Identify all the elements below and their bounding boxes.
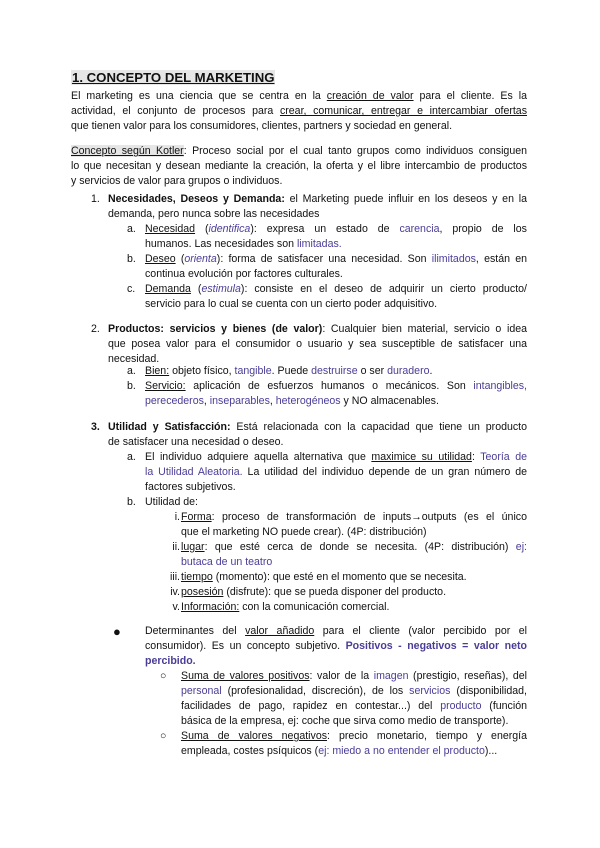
keyword-destruirse: destruirse [311, 365, 358, 377]
item-text: con la comunicación comercial. [239, 601, 390, 613]
kotler-line-2: lo que necesitan y desean mediante la creación, la oferta y el libre intercambio de productos [71, 160, 527, 172]
keyword-inseparables: inseparables [209, 395, 270, 407]
term-demanda: Demanda [145, 283, 191, 295]
term-suma-negativos: Suma de valores negativos [181, 730, 328, 742]
positivos-line-3 [181, 699, 527, 714]
determinantes-line-2 [145, 639, 527, 654]
keyword-limitadas: limitadas. [296, 238, 342, 250]
item-3a-line-2 [145, 465, 527, 480]
circle-bullet-positivos: ○ [160, 670, 167, 682]
item-text: , están en [475, 253, 527, 265]
paren: ( [190, 283, 202, 295]
keyword-butaca: butaca de un teatro [181, 556, 273, 568]
kotler-text: : Proceso social por el cual tanto grupos como individuos consiguen [183, 145, 527, 157]
item-3biii-line [181, 570, 467, 585]
item-2a-marker: a. [127, 365, 136, 377]
item-3biv-line [181, 585, 446, 600]
intro-underline-processes: crear, comunicar, entregar e intercambiar ofertas [279, 105, 527, 117]
keyword-servicios: servicios [409, 685, 451, 697]
item-2a-line-1 [145, 364, 432, 379]
item-1a-marker: a. [127, 223, 136, 235]
term-forma: Forma [181, 511, 212, 523]
item-3bi-line-1 [181, 510, 527, 525]
item-3a-line-3: factores subjetivos. [145, 481, 236, 493]
term-posesion: posesión [181, 586, 224, 598]
item-2b-line-1 [145, 379, 527, 394]
intro-text: para el cliente. Es la [413, 90, 527, 102]
section-1-text: el Marketing puede influir en los deseos y en la [284, 193, 527, 205]
term-lugar: lugar [181, 541, 205, 553]
document-title [71, 70, 275, 87]
term-servicio: Servicio: [145, 380, 186, 392]
item-text: (disponibilidad, [450, 685, 528, 697]
item-3b-marker: b. [127, 496, 136, 508]
keyword-teoria: Teoría de [480, 451, 527, 463]
term-informacion: Información: [181, 601, 240, 613]
term-suma-positivos: Suma de valores positivos [181, 670, 310, 682]
item-text: consumidor). Es un concepto subjetivo. [145, 640, 346, 652]
item-3a-marker: a. [127, 451, 136, 463]
item-3bv-marker: v. [172, 601, 180, 613]
item-text: , [269, 395, 276, 407]
term-necesidad: Necesidad [145, 223, 196, 235]
section-2-number: 2. [91, 323, 100, 335]
item-3biv-marker: iv. [170, 586, 180, 598]
intro-line-3: que tienen valor para los consumidores, clientes, partners y sociedad en general. [71, 120, 453, 132]
item-text: (profesionalidad, discreción), de los [221, 685, 410, 697]
intro-text: actividad, el conjunto de procesos para [71, 105, 280, 117]
item-1c-line-2: servicio para lo cual se cuenta con un cierto poder adquisitivo. [145, 298, 438, 310]
item-1b-marker: b. [127, 253, 136, 265]
positivos-line-4: básica de la empresa, ej: coche que sirva como medio de transporte). [181, 715, 509, 727]
bullet-determinantes: ● [113, 624, 121, 639]
item-text: : precio monetario, tiempo y energía [327, 730, 527, 742]
title-text: 1. CONCEPTO DEL MARKETING [72, 70, 275, 85]
item-text: . [429, 365, 433, 377]
section-3-heading: Utilidad y Satisfacción: [108, 421, 231, 433]
item-text: . Puede [271, 365, 312, 377]
hint-orienta: orienta [184, 253, 217, 265]
keyword-ej: ej: [515, 541, 527, 553]
item-text: : que esté cerca de donde se necesita. (4P: distribución) [204, 541, 516, 553]
term-bien: Bien: [145, 365, 170, 377]
item-1c-marker: c. [127, 283, 136, 295]
paren: ( [175, 253, 185, 265]
item-3bii-marker: ii. [172, 541, 180, 553]
kotler-line-1 [71, 144, 527, 159]
hint-estimula: estimula [201, 283, 241, 295]
item-text: )... [484, 745, 498, 757]
keyword-imagen: imagen [373, 670, 409, 682]
item-text: La utilidad del individuo depende de un gran número de [242, 466, 527, 478]
keyword-miedo: ej: miedo a no entender el producto [318, 745, 485, 757]
item-3bi-line-2: que el marketing NO puede crear). (4P: distribución) [181, 526, 427, 538]
item-text: (función [481, 700, 527, 712]
item-1b-line-2: continua evolución por factores culturales. [145, 268, 343, 280]
item-text: empleada, costes psíquicos ( [181, 745, 319, 757]
negativos-line-1 [181, 729, 527, 744]
item-text: (disfrute): que se pueda disponer del producto. [223, 586, 447, 598]
item-1c-line-1 [145, 282, 527, 297]
keyword-heterogeneos: heterogéneos [275, 395, 341, 407]
positivos-line-1 [181, 669, 527, 684]
item-text: : expresa un estado de [253, 223, 400, 235]
section-1-heading: Necesidades, Deseos y Demanda: [108, 193, 285, 205]
intro-text: El marketing es una ciencia que se centra en la [71, 90, 327, 102]
intro-line-2 [71, 104, 527, 119]
item-3bi-marker: i. [174, 511, 180, 523]
item-1a-line-1 [145, 222, 527, 237]
section-3-line-2: de satisfacer una necesidad o deseo. [108, 436, 284, 448]
section-3-line-1 [108, 420, 527, 435]
determinantes-line-1 [145, 624, 527, 639]
positivos-line-2 [181, 684, 527, 699]
underline-valor-anadido: valor añadido [245, 625, 315, 637]
section-2-heading: Productos: servicios y bienes (de valor) [108, 323, 323, 335]
item-1a-line-2 [145, 237, 342, 252]
paren: ) [216, 253, 221, 265]
keyword-utilidad-aleatoria: la Utilidad Aleatoria. [145, 466, 243, 478]
section-1-line-1 [108, 192, 527, 207]
negativos-line-2 [181, 744, 497, 759]
item-text: objeto físico, [169, 365, 235, 377]
item-text: : proceso de transformación de inputs→outputs (es el único [211, 511, 527, 523]
item-3bii-line-1 [181, 540, 527, 555]
item-text: y NO almacenables. [340, 395, 439, 407]
section-2-line-2: que posea valor para el consumidor o usuario y sea susceptible de satisfacer una [108, 338, 527, 350]
section-3-number: 3. [91, 421, 100, 433]
item-2b-marker: b. [127, 380, 136, 392]
keyword-carencia: carencia [399, 223, 440, 235]
paren: ) [240, 283, 245, 295]
item-3bv-line [181, 600, 389, 615]
item-text: (momento): que esté en el momento que se necesita. [212, 571, 467, 583]
item-text: (prestigio, reseñas), del [408, 670, 527, 682]
section-1-line-2: demanda, pero nunca sobre las necesidades [108, 208, 320, 220]
keyword-intangibles: intangibles, [473, 380, 527, 392]
kotler-line-3: y servicios de valor para grupos o individuos. [71, 175, 283, 187]
term-tiempo: tiempo [181, 571, 213, 583]
item-text: El individuo adquiere aquella alternativa que [145, 451, 372, 463]
item-text: : [471, 451, 481, 463]
item-text: para el cliente (valor percibido por el [314, 625, 528, 637]
item-2b-line-2 [145, 394, 439, 409]
item-text: : valor de la [309, 670, 374, 682]
item-3biii-marker: iii. [169, 571, 180, 583]
keyword-producto: producto [440, 700, 482, 712]
item-3a-line-1 [145, 450, 527, 465]
item-text: , propio de los [439, 223, 527, 235]
kotler-label: Concepto según Kotler [71, 145, 184, 157]
keyword-personal: personal [181, 685, 222, 697]
term-deseo: Deseo [145, 253, 176, 265]
section-3-text: Está relacionada con la capacidad que tiene un producto [230, 421, 528, 433]
item-text: aplicación de esfuerzos humanos o mecánicos. Son [185, 380, 474, 392]
item-text: humanos. Las necesidades son [145, 238, 297, 250]
underline-maximice: maximice su utilidad [371, 451, 472, 463]
keyword-duradero: duradero [387, 365, 430, 377]
item-text: facilidades de pago, rapidez en contestar...) del [181, 700, 441, 712]
keyword-tangible: tangible [234, 365, 272, 377]
keyword-ilimitados: ilimitados [431, 253, 476, 265]
item-3bii-line-2 [181, 555, 272, 570]
paren: ) [250, 223, 254, 235]
item-text: Determinantes del [145, 625, 246, 637]
paren: ( [195, 223, 209, 235]
item-text: : consiste en el deseo de adquirir un cierto producto/ [244, 283, 527, 295]
item-text: : forma de satisfacer una necesidad. Son [220, 253, 432, 265]
section-2-text: : Cualquier bien material, servicio o idea [322, 323, 527, 335]
item-3b-text: Utilidad de: [145, 496, 198, 508]
section-2-line-3: necesidad. [108, 353, 160, 365]
determinantes-line-3: percibido. [145, 655, 196, 667]
keyword-perecederos: perecederos [145, 395, 204, 407]
section-1-number: 1. [91, 193, 100, 205]
item-text: o ser [357, 365, 388, 377]
section-2-line-1 [108, 322, 527, 337]
item-1b-line-1 [145, 252, 527, 267]
formula-valor-neto: Positivos - negativos = valor neto [345, 640, 527, 652]
circle-bullet-negativos: ○ [160, 730, 167, 742]
intro-line-1 [71, 89, 527, 104]
intro-underline-creacion-valor: creación de valor [326, 90, 414, 102]
hint-identifica: identifica [208, 223, 251, 235]
item-text: , [203, 395, 210, 407]
